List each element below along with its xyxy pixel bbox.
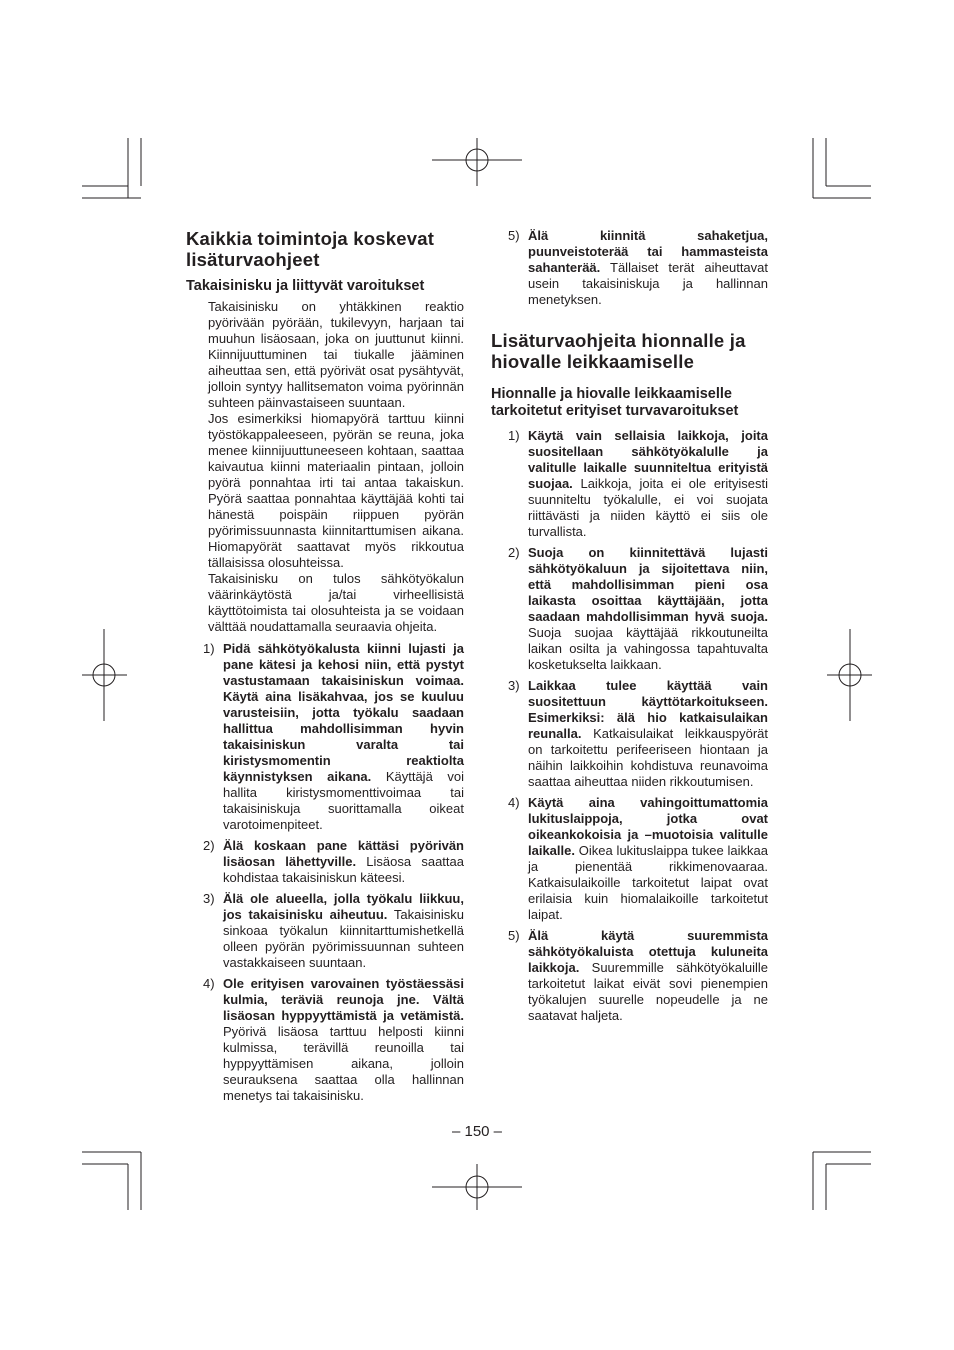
list-item: 1) Pidä sähkötyökalusta kiinni lujasti ja pane kätesi ja kehosi niin, että pystyt vastustamaan takaisiniskun voimaa. Käytä aina lisäkahvaa, jos se kuuluu varusteisiin, jotta työkalu saadaan hallittua mahdollisimman hyvin takaisiniskun varalta tai kiristysmomentin reaktiolta käynnistyksen aikana. Käyttäjä voi hallita kiristysmomenttivoimaa tai takaisiniskuja suorittamalla oikeat varotoimenpiteet. [203,641,464,832]
kickback-paragraph-2: Jos esimerkiksi hiomapyörä tarttuu kiinni työstökappaleeseen, pyörän se reuna, joka menee kiinnijuuttuneeseen kohtaan, saattaa kaivautua kiinni materiaalin pintaan, jolloin pyörä ponnahtaa irti tai antaa takaiskun. Pyörä saattaa ponnahtaa käyttäjää kohti tai hänestä poispäin riippuen pyörän pyörimissuunnasta kiinnitarttumisen aikana. Hiomapyörät saattavat myös rikkoutua tällaisissa olosuhteissa. [208,411,464,570]
list-item: 5) Älä käytä suuremmista sähkötyökaluista otettuja kuluneita laikkoja. Suuremmille sähkötyökaluille tarkoitetut laikat eivät sovi pienempien työkalujen suurelle nopeudelle ja ne saatavat haljeta. [508,928,768,1023]
list-item: 4) Ole erityisen varovainen työstäessäsi kulmia, teräviä reunoja jne. Vältä lisäosan hyppyyttämistä ja vetämistä. Pyörivä lisäosa tarttuu helposti kiinni kulmissa, terävillä reunoilla tai hyppyyttämisen aikana, jolloin seurauksena saattaa olla hallinnan menetys tai takaisinisku. [203,976,464,1103]
kickback-paragraph-3: Takaisinisku on tulos sähkötyökalun väärinkäytöstä ja/tai virheellisistä käyttötoimista tai olosuhteista ja se voidaan välttää noudattamalla seuraavia ohjeita. [208,571,464,634]
list-item: 1) Käytä vain sellaisia laikkoja, joita suositellaan sähkötyökalulle ja valitulle laikalle suunniteltua erityistä suojaa. Laikkoja, joita ei ole erityisesti suunniteltu työkalulle, ei voi suojata riittävästi ja niiden käyttö ei siis ole turvallista. [508,428,768,539]
list-item: 4) Käytä aina vahingoittumattomia lukituslaippoja, jotka ovat oikeankokoisia ja –muotoisia valitulle laikalle. Oikea lukituslaippa tukee laikkaa ja pienentää rikkimenovaaraa. Katkaisulaikoille tarkoitetut laipat ovat erilaisia kuin hiomalaikoille tarkoitetut laipat. [508,795,768,922]
subtitle-grinding: Hionnalle ja hiovalle leikkaamiselle tarkoitetut erityiset turvavaroitukset [491,386,739,419]
left-column [186,228,464,1109]
list-item: 2) Suoja on kiinnitettävä lujasti sähkötyökaluun ja sijoitettava niin, että mahdollisimman pieni osa laikasta osoittaa käyttäjään, jotta saadaan mahdollisimman hyvä suoja. Suoja suojaa käyttäjää rikkoutuneilta laikan osilta ja vahingossa tapahtuvalta kosketukselta laikkaan. [508,545,768,672]
list-item: 3) Laikkaa tulee käyttää vain suositettuun käyttötarkoitukseen. Esimerkiksi: älä hio katkaisulaikan reunalla. Katkaisulaikat leikkauspyörät on tarkoitettu perifeeriseen hiontaan ja näihin laikkoihin kohdistuva reunavoima saattaa aiheuttaa niiden rikkoutumisen. [508,678,768,789]
page-number: – 150 – [451,1123,503,1140]
kickback-paragraph-1: Takaisinisku on yhtäkkinen reaktio pyörivään pyörään, tukilevyyn, harjaan tai muuhun lisäosaan, joka on juuttunut kiinni. Kiinnijuuttuminen tai tiukalle jääminen aiheuttaa sen, että pyörivät osat pysähtyvät, jolloin syntyy hallitsematon voima pyörinnän suhteen päinvastaiseen suuntaan. [208,299,464,410]
list-item: 5) Älä kiinnitä sahaketjua, puunveistoterää tai hammasteista sahanterää. Tällaiset terät aiheuttavat usein takaisiniskuja ja hallinnan menetyksen. [508,228,768,307]
list-item: 3) Älä ole alueella, jolla työkalu liikkuu, jos takaisinisku aiheutuu. Takaisinisku sinkoaa työkalun kiinnitarttumishetkellä olleen pyörän pyörimissuunnan suhteen vastakkaiseen suuntaan. [203,891,464,970]
section-title-kickback: Kaikkia toimintoja koskevat lisäturvaohjeet [186,228,435,270]
section-title-grinding: Lisäturvaohjeita hionnalle ja hiovalle leikkaamiselle [491,330,746,372]
list-item: 2) Älä koskaan pane kättäsi pyörivän lisäosan lähettyville. Lisäosa saattaa kohdistaa takaisiniskun käteesi. [203,838,464,885]
grinding-list [491,428,768,1024]
kickback-list-continued [491,228,768,308]
kickback-list [186,641,464,1104]
right-column [491,228,768,1029]
subtitle-kickback: Takaisinisku ja liittyvät varoitukset [186,278,425,294]
